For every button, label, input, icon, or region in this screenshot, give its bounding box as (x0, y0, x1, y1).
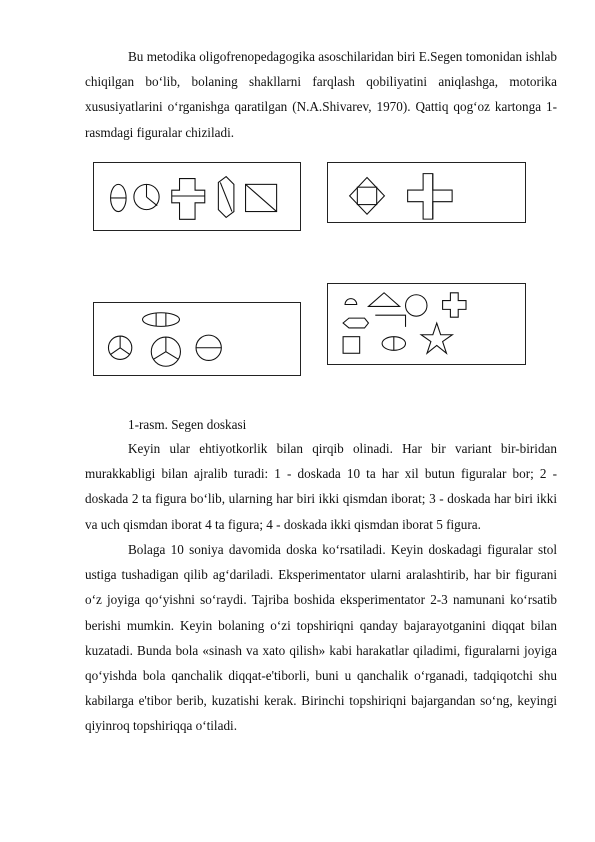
paragraph-procedure: Bolaga 10 soniya davomida doska ko‘rsatiladi. Keyin doskadagi figuralar stol ustiga tushadigan qilib ag‘dariladi. Eksperimentator ularni aralashtirib, har bir figurani o‘z joyiga qo‘yishni so‘raydi. Tajriba boshida eksperimentator 2-3 namunani ko‘rsatib berishi mumkin. Keyin bolaning o‘zi topshiriqni qanday bajarayotganini diqqat bilan kuzatadi. Bunda bola «sinash va xato qilish» kabi harakatlar qiladimi, figuralarni joyiga qo‘yishda bola qanchalik diqqat-e'tiborli, buni u qanchalik o‘rganadi, tadqiqotchi shu kabilarga e'tibor berib, kuzatishi kerak. Birinchi topshiriqni bajargandan so‘ng, keyingi qiyinroq topshiriqqa o‘tiladi. (85, 542, 557, 734)
diamond-shape (350, 178, 385, 215)
rectangle-split-shape (375, 315, 405, 327)
star-shape (421, 323, 452, 353)
ellipse-with-lines-shape (143, 313, 180, 327)
semicircle-shape (345, 299, 357, 305)
hexagon-strip-shape (343, 318, 368, 328)
segen-board-4 (327, 283, 526, 365)
segen-board-2 (327, 162, 526, 223)
board-3-figures (94, 303, 300, 375)
board-2-figures (328, 163, 525, 222)
figure-caption: 1-rasm. Segen doskasi (128, 417, 247, 432)
paragraph-description: Keyin ular ehtiyotkorlik bilan qirqib olinadi. Har bir variant bir-biridan murakkabligi bilan ajralib turadi: 1 - doskada 10 ta har xil butun figuralar bor; 2 - doskada 2 ta figura bo‘lib, ularning har biri ikki qismdan iborat; 3 - doskada har biri ikki va uch qismdan iborat 4 ta figura; 4 - doskada ikki qismdan iborat 5 figura. (85, 441, 557, 532)
board-4-figures (328, 284, 525, 364)
board-1-figures (94, 163, 300, 230)
cross-shape (172, 179, 205, 220)
circle-shape (406, 295, 427, 316)
inner-square-shape (357, 187, 376, 204)
segen-board-3 (93, 302, 301, 376)
square-shape (343, 337, 360, 354)
cross-irregular-shape (443, 293, 466, 317)
cross-split-shape (408, 174, 452, 219)
segen-board-1 (93, 162, 301, 231)
intro-paragraph: Bu metodika oligofrenopedagogika asoschilaridan biri E.Segen tomonidan ishlab chiqilgan bo‘lib, bolaning shakllarni farqlash qobiliyatini aniqlashga, motorika xususiyatlarini o‘rganishga qaratilgan (N.A.Shivarev, 1970). Qattiq qog‘oz kartonga 1-rasmdagi figuralar chiziladi. (85, 49, 557, 140)
triangle-shape (368, 293, 399, 307)
